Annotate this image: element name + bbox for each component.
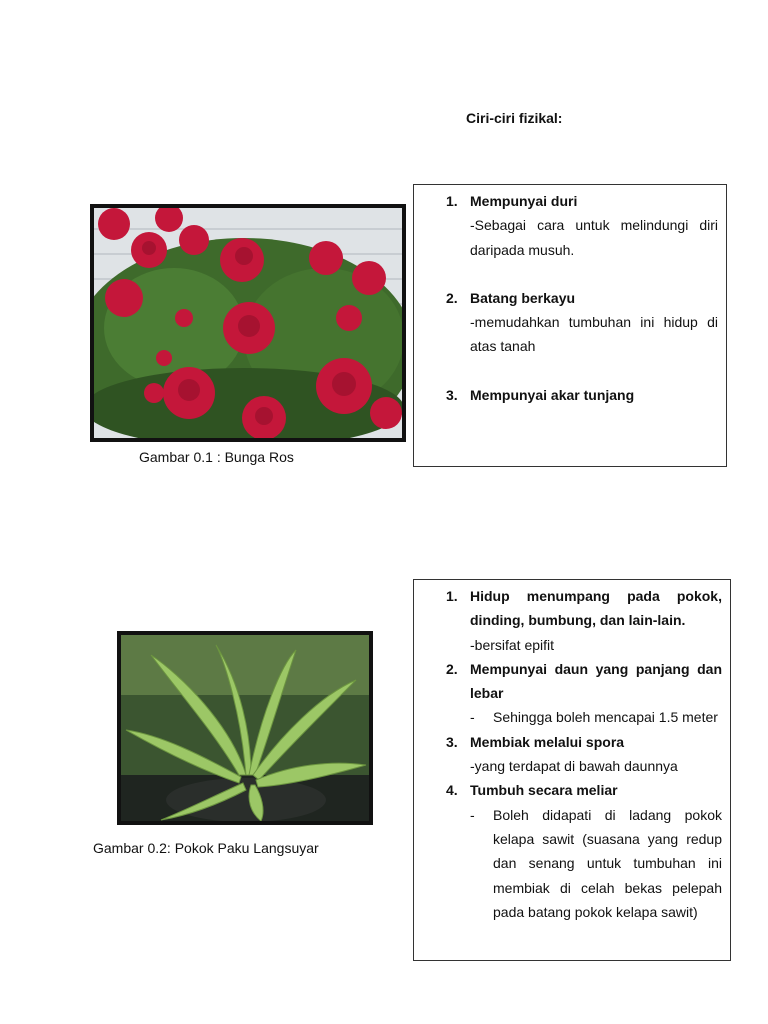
item-description: -memudahkan tumbuhan ini hidup di atas tanah xyxy=(470,314,718,355)
list-item: 4. Tumbuh secara meliar xyxy=(446,782,618,799)
fern-illustration xyxy=(121,635,369,821)
page-heading: Ciri-ciri fizikal: xyxy=(466,110,563,126)
rose-bush-illustration xyxy=(94,208,402,438)
item-description: -bersifat epifit xyxy=(470,636,555,653)
list-item: 2. Mempunyai daun yang panjang dan lebar xyxy=(446,660,722,702)
list-item: 3. Membiak melalui spora xyxy=(446,733,625,750)
figure-caption-fern: Gambar 0.2: Pokok Paku Langsuyar xyxy=(93,840,319,856)
list-item: 3. Mempunyai akar tunjang xyxy=(446,386,635,403)
bullet-text: Sehingga boleh mencapai 1.5 meter xyxy=(493,709,718,726)
dash-bullet: - Boleh didapati di ladang pokok kelapa sawit (suasana yang redup dan senang untuk tumbuhan ini membiak di celah bekas pelepah pada batang pokok kelapa sawit) xyxy=(470,806,722,920)
list-item: 2. Batang berkayu xyxy=(446,289,576,306)
item-description: -Sebagai cara untuk melindungi diri daripada musuh. xyxy=(470,217,718,258)
figure-caption-rose: Gambar 0.1 : Bunga Ros xyxy=(139,449,294,465)
item-title: Hidup menumpang pada pokok, dinding, bumbung, dan lain-lain. xyxy=(470,588,722,629)
item-title: Mempunyai daun yang panjang dan lebar xyxy=(470,660,722,702)
item-title: Mempunyai duri xyxy=(470,193,578,209)
item-title: Batang berkayu xyxy=(470,289,576,306)
rose-characteristics-box xyxy=(413,184,727,467)
item-description: -yang terdapat di bawah daunnya xyxy=(470,758,678,775)
list-item: 1. Hidup menumpang pada pokok, dinding, bumbung, dan lain-lain. xyxy=(446,588,722,629)
rose-bush-image xyxy=(90,204,406,442)
fern-plant-image xyxy=(117,631,373,825)
fern-characteristics-box xyxy=(413,579,731,961)
bullet-text: Boleh didapati di ladang pokok kelapa sawit (suasana yang redup dan senang untuk tumbuhan ini membiak di celah bekas pelepah pada batang pokok kelapa sawit) xyxy=(493,806,722,920)
item-title: Membiak melalui spora xyxy=(470,733,625,750)
item-title: Mempunyai akar tunjang xyxy=(470,386,635,403)
item-title: Tumbuh secara meliar xyxy=(470,782,618,799)
dash-bullet: - Sehingga boleh mencapai 1.5 meter xyxy=(470,709,718,726)
list-item: 1. Mempunyai duri xyxy=(446,193,578,209)
